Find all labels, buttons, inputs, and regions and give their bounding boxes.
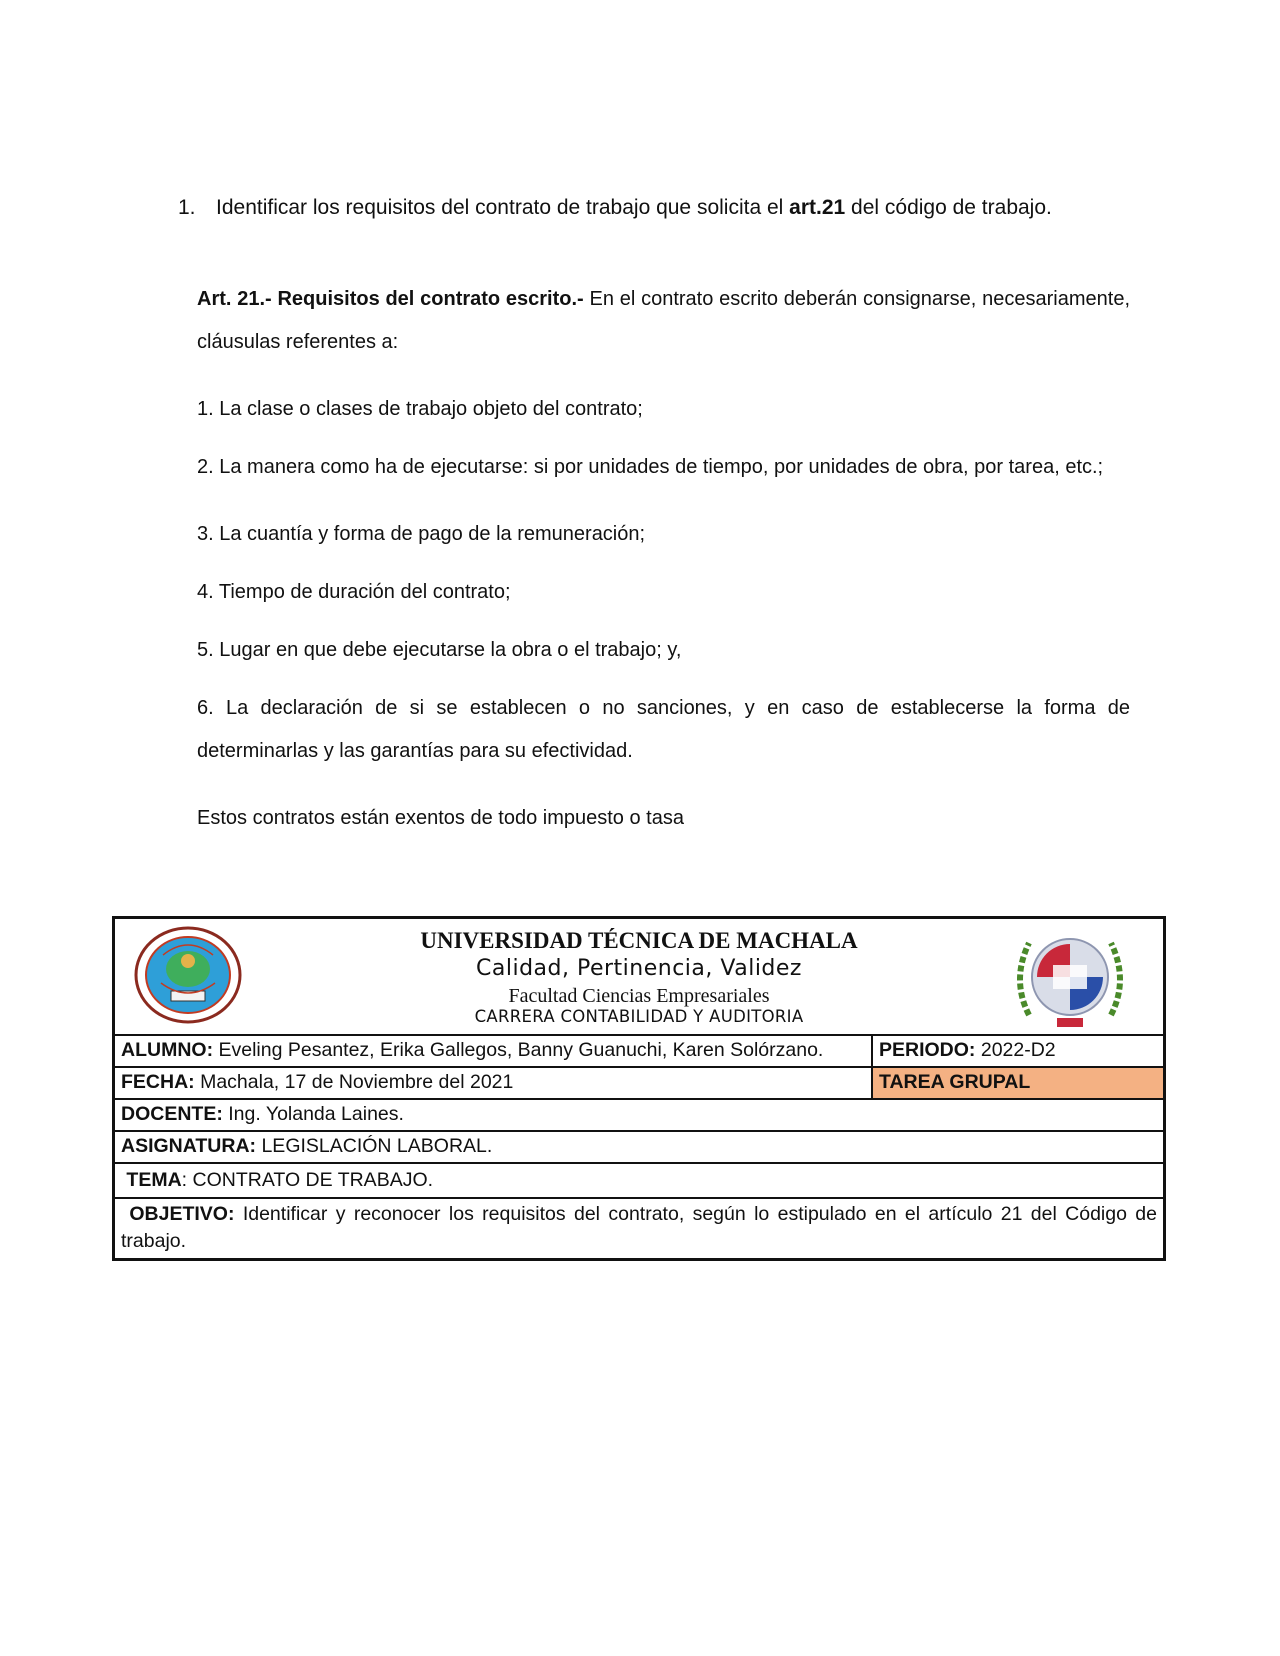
question-bold: art.21 [789,196,846,219]
university-motto: Calidad, Pertinencia, Validez [476,956,802,981]
article-intro: Art. 21.- Requisitos del contrato escrito.- En el contrato escrito deberán consignarse, necesariamente, cláusulas referentes a: [197,288,1130,353]
university-name: UNIVERSIDAD TÉCNICA DE MACHALA [420,928,858,953]
article-item-4: 4. Tiempo de duración del contrato; [197,581,511,603]
tema-cell: TEMA: CONTRATO DE TRABAJO. [126,1169,434,1191]
row-asignatura [115,1132,1163,1164]
article-item-3: 3. La cuantía y forma de pago de la remuneración; [197,523,646,545]
career-name: CARRERA CONTABILIDAD Y AUDITORIA [474,1007,804,1026]
article-item-2: 2. La manera como ha de ejecutarse: si por unidades de tiempo, por unidades de obra, por tarea, etc.; [197,456,1104,478]
header-text [265,927,1013,1026]
row-tema [115,1164,1163,1199]
info-table [112,916,1166,1261]
row-objetivo [115,1199,1163,1258]
asignatura-cell: ASIGNATURA: LEGISLACIÓN LABORAL. [121,1135,493,1157]
article-item-6: 6. La declaración de si se establecen o no sanciones, y en caso de establecerse la forma de determinarlas y las garantías para su efectividad. [197,697,1130,762]
question-1 [178,196,1052,220]
faculty-name: Facultad Ciencias Empresariales [508,985,770,1007]
university-header [115,919,1163,1036]
article-closing: Estos contratos están exentos de todo impuesto o tasa [197,807,684,829]
article-item-1: 1. La clase o clases de trabajo objeto del contrato; [197,398,643,420]
docente-cell: DOCENTE: Ing. Yolanda Laines. [121,1103,404,1125]
question-text-end: del código de trabajo. [845,196,1052,219]
fecha-cell: FECHA: Machala, 17 de Noviembre del 2021 [115,1068,873,1098]
periodo-cell: PERIODO: 2022-D2 [879,1039,1056,1061]
article-heading: Art. 21.- Requisitos del contrato escrito.- [197,288,584,310]
article-item-5: 5. Lugar en que debe ejecutarse la obra o el trabajo; y, [197,639,682,661]
alumno-cell: ALUMNO: Eveling Pesantez, Erika Gallegos, Banny Guanuchi, Karen Solórzano. [115,1036,873,1066]
row-alumno [115,1036,1163,1068]
university-seal-logo [133,925,243,1025]
question-number: 1. [178,196,196,219]
objetivo-cell: OBJETIVO: Identificar y reconocer los requisitos del contrato, según lo estipulado en el artículo 21 del Código de trabajo. [121,1203,1157,1252]
row-docente [115,1100,1163,1132]
question-text: Identificar los requisitos del contrato de trabajo que solicita el [216,196,790,219]
article-21 [197,278,1130,855]
tarea-cell: TAREA GRUPAL [873,1068,1163,1098]
row-fecha [115,1068,1163,1100]
faculty-logo [1007,925,1133,1031]
